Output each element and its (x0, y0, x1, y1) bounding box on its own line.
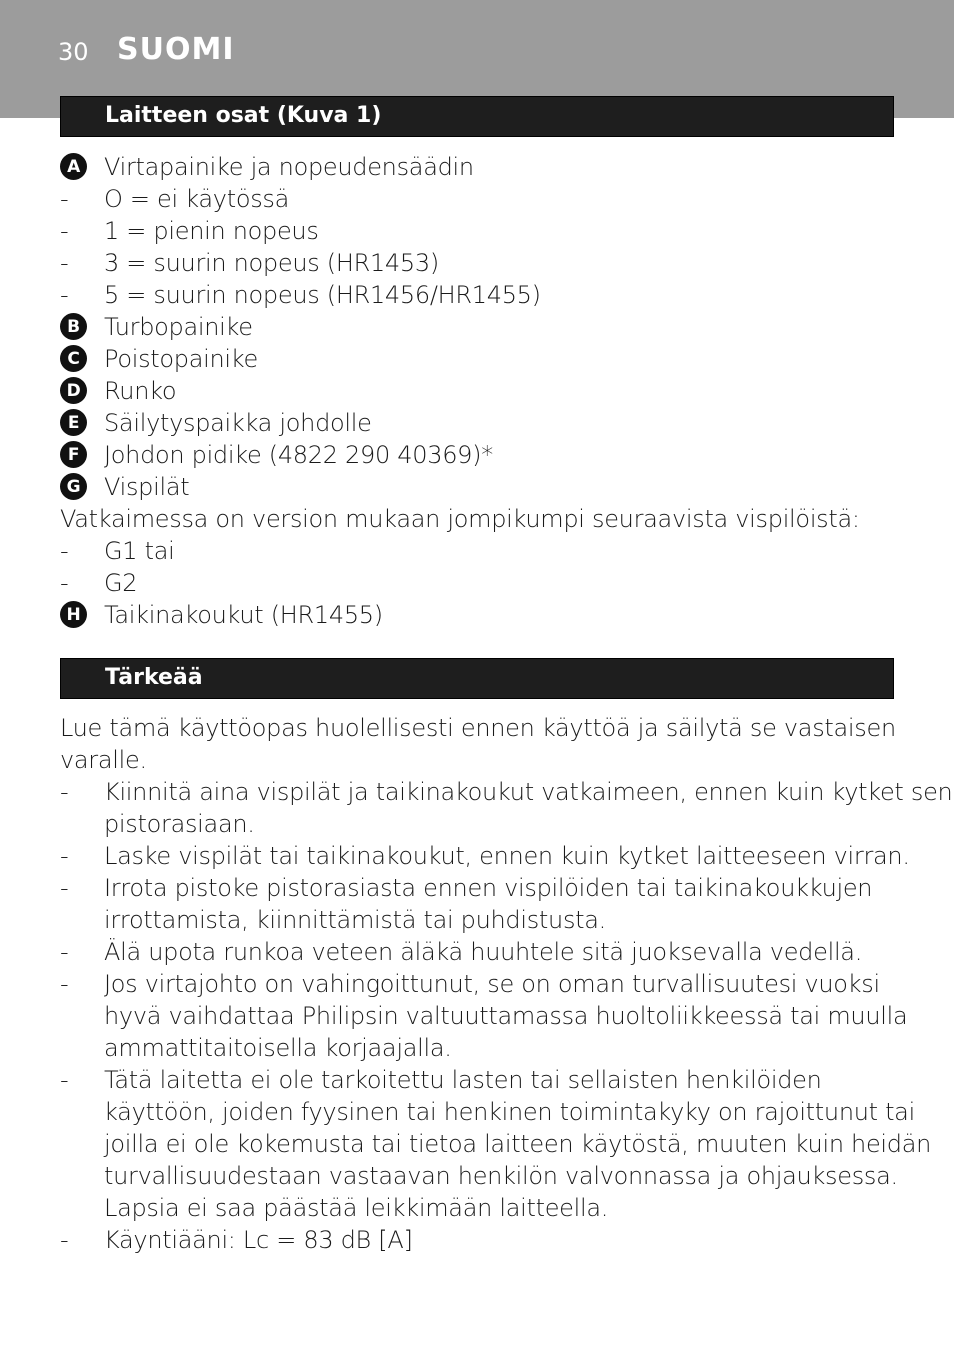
section-title: Laitteen osat (Kuva 1) (105, 103, 382, 128)
letter-badge-icon: D (60, 377, 87, 404)
dash-marker: - (60, 778, 69, 806)
dash-marker: - (60, 970, 69, 998)
dash-marker: - (60, 217, 69, 245)
list-item-text: 1 = pienin nopeus (104, 217, 319, 245)
list-item-text: Vispilät (104, 473, 190, 501)
section-heading-parts (60, 96, 894, 137)
list-item-text: O = ei käytössä (104, 185, 290, 213)
letter-badge-icon: A (60, 153, 87, 180)
letter-badge-icon: C (60, 345, 87, 372)
bullet-text: ammattitaitoisella korjaajalla. (104, 1034, 452, 1062)
dash-marker: - (60, 938, 69, 966)
bullet-text: pistorasiaan. (104, 810, 255, 838)
bullet-text: Käyntiääni: Lc = 83 dB [A] (104, 1226, 413, 1254)
dash-marker: - (60, 1066, 69, 1094)
bullet-text: Irrota pistoke pistorasiasta ennen vispilöiden tai taikinakoukkujen (104, 874, 873, 902)
dash-marker: - (60, 537, 69, 565)
bullet-text: Kiinnitä aina vispilät ja taikinakoukut vatkaimeen, ennen kuin kytket sen (104, 778, 953, 806)
letter-badge-icon: H (60, 601, 87, 628)
language-title: SUOMI (117, 32, 235, 67)
intro-text: varalle. (60, 746, 147, 774)
list-item-text: Poistopainike (104, 345, 258, 373)
bullet-text: Jos virtajohto on vahingoittunut, se on oman turvallisuutesi vuoksi (104, 970, 880, 998)
page-number: 30 (58, 38, 89, 66)
bullet-text: Laske vispilät tai taikinakoukut, ennen kuin kytket laitteeseen virran. (104, 842, 910, 870)
bullet-text: turvallisuudestaan vastaavan henkilön valvonnassa ja ohjauksessa. (104, 1162, 898, 1190)
list-item-text: Taikinakoukut (HR1455) (104, 601, 383, 629)
bullet-text: irrottamista, kiinnittämistä tai puhdistusta. (104, 906, 607, 934)
section-heading-important (60, 658, 894, 699)
intro-text: Lue tämä käyttöopas huolellisesti ennen käyttöä ja säilytä se vastaisen (60, 714, 896, 742)
list-item-text: G1 tai (104, 537, 175, 565)
bullet-text: joilla ei ole kokemusta tai tietoa laitteen käytöstä, muuten kuin heidän (104, 1130, 932, 1158)
bullet-text: Tätä laitetta ei ole tarkoitettu lasten tai sellaisten henkilöiden (104, 1066, 822, 1094)
list-item-text: Virtapainike ja nopeudensäädin (104, 153, 474, 181)
section-title: Tärkeää (105, 665, 203, 690)
list-item-text: G2 (104, 569, 138, 597)
letter-badge-icon: F (60, 441, 87, 468)
dash-marker: - (60, 281, 69, 309)
list-item-text: Runko (104, 377, 177, 405)
dash-marker: - (60, 1226, 69, 1254)
letter-badge-icon: G (60, 473, 87, 500)
dash-marker: - (60, 874, 69, 902)
bullet-text: Älä upota runkoa veteen äläkä huuhtele sitä juoksevalla vedellä. (104, 938, 863, 966)
list-item-text: 3 = suurin nopeus (HR1453) (104, 249, 439, 277)
list-item-text: Säilytyspaikka johdolle (104, 409, 372, 437)
list-item-text: Vatkaimessa on version mukaan jompikumpi seuraavista vispilöistä: (60, 505, 860, 533)
dash-marker: - (60, 842, 69, 870)
dash-marker: - (60, 569, 69, 597)
bullet-text: käyttöön, joiden fyysinen tai henkinen toimintakyky on rajoittunut tai (104, 1098, 915, 1126)
dash-marker: - (60, 249, 69, 277)
bullet-text: Lapsia ei saa päästää leikkimään laitteella. (104, 1194, 609, 1222)
dash-marker: - (60, 185, 69, 213)
list-item-text: Johdon pidike (4822 290 40369)* (104, 441, 493, 469)
letter-badge-icon: E (60, 409, 87, 436)
list-item-text: Turbopainike (104, 313, 253, 341)
letter-badge-icon: B (60, 313, 87, 340)
list-item-text: 5 = suurin nopeus (HR1456/HR1455) (104, 281, 541, 309)
bullet-text: hyvä vaihdattaa Philipsin valtuuttamassa huoltoliikkeessä tai muulla (104, 1002, 908, 1030)
